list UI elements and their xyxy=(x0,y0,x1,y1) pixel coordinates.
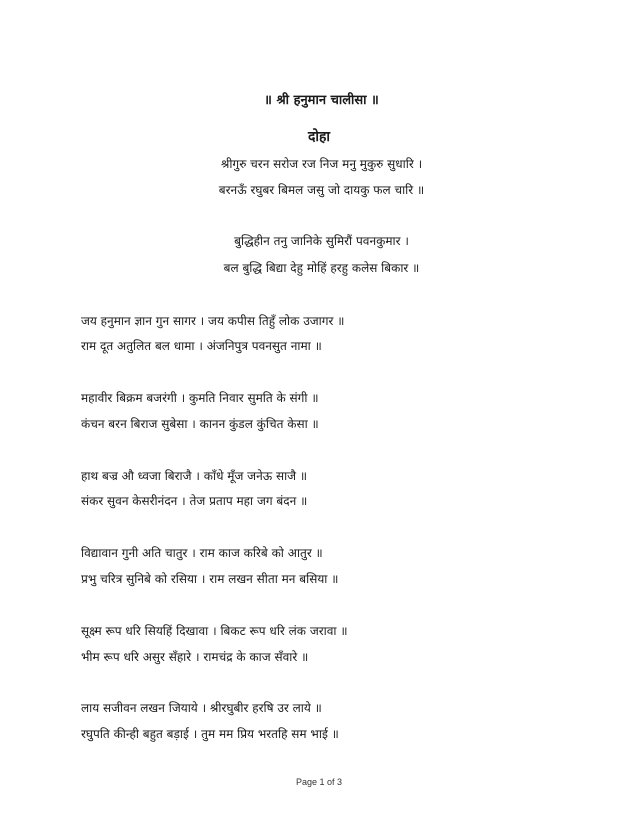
doha-heading-text: दोहा xyxy=(307,129,331,145)
doha-line xyxy=(0,155,638,172)
doha-line-text: बल बुद्धि बिद्या देहु मोहिं हरहु कलेस बिकार ॥ xyxy=(223,261,420,275)
verse-line: विद्यावान गुनी अति चातुर । राम काज करिबे को आतुर ॥ xyxy=(81,546,323,560)
verse-line: रघुपति कीन्ही बहुत बड़ाई । तुम मम प्रिय भरतहि सम भाई ॥ xyxy=(81,727,339,741)
verse-line: राम दूत अतुलित बल धामा । अंजनिपुत्र पवनसुत नामा ॥ xyxy=(81,339,322,353)
doha-line-text: श्रीगुरु चरन सरोज रज निज मनु मुकुरु सुधारि । xyxy=(220,157,423,171)
verse-line: भीम रूप धरि असुर सँहारे । रामचंद्र के काज सँवारे ॥ xyxy=(81,650,309,664)
page-footer xyxy=(0,777,638,787)
verse-line: संकर सुवन केसरीनंदन । तेज प्रताप महा जग बंदन ॥ xyxy=(81,494,308,508)
verse-line: महावीर बिक्रम बजरंगी । कुमति निवार सुमति के संगी ॥ xyxy=(81,391,319,405)
page-number: Page 1 of 3 xyxy=(295,777,343,787)
doha-heading xyxy=(0,127,638,146)
doha-line-text: बुद्धिहीन तनु जानिके सुमिरौं पवनकुमार । xyxy=(234,234,409,248)
page-title xyxy=(0,90,638,108)
doha-line xyxy=(0,259,638,276)
verse-line: लाय सजीवन लखन जियाये । श्रीरघुबीर हरषि उर लाये ॥ xyxy=(81,701,322,715)
page-title-text: ॥ श्री हनुमान चालीसा ॥ xyxy=(264,93,379,108)
doha-line-text: बरनऊँ रघुबर बिमल जसु जो दायकु फल चारि ॥ xyxy=(218,183,425,197)
verse-line: प्रभु चरित्र सुनिबे को रसिया । राम लखन सीता मन बसिया ॥ xyxy=(81,572,339,586)
verse-line: कंचन बरन बिराज सुबेसा । कानन कुंडल कुंचित केसा ॥ xyxy=(81,417,319,431)
verse-line: सूक्ष्म रूप धरि सियहिं दिखावा । बिकट रूप धरि लंक जरावा ॥ xyxy=(81,624,348,638)
doha-line xyxy=(0,232,638,249)
verse-line: हाथ बज्र औ ध्वजा बिराजै । काँधे मूँज जनेऊ साजै ॥ xyxy=(81,469,308,483)
verse-line: जय हनुमान ज्ञान गुन सागर । जय कपीस तिहुँ लोक उजागर ॥ xyxy=(81,314,345,328)
doha-line xyxy=(0,181,638,198)
